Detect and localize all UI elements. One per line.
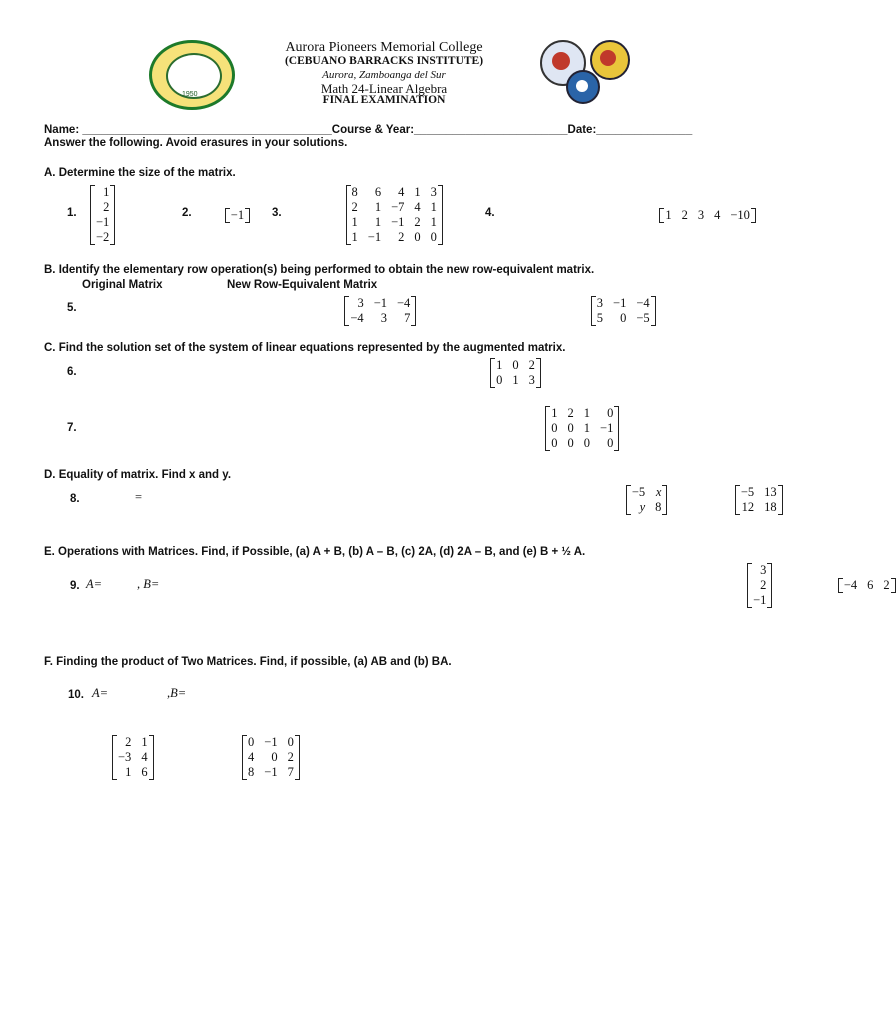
matrix-entry: 1 [430,200,437,214]
matrix-entry: −3 [118,750,132,764]
section-d-heading: D. Equality of matrix. Find x and y. [44,469,232,481]
matrix-entry: 1 [351,215,358,229]
matrix-entry: x [655,485,662,499]
matrix-entry: 6 [374,185,382,199]
section-a-heading: A. Determine the size of the matrix. [44,167,236,179]
item-number: 2. [182,207,192,219]
matrix-entry: 2 [287,750,294,764]
matrix-entry: −1 [264,735,278,749]
matrix-5-original [344,296,416,326]
matrix-entry: 13 [764,485,777,499]
matrix-entry: 3 [380,311,387,325]
matrix-entry: 0 [496,373,503,387]
matrix-entry: y [639,500,646,514]
matrix-entry: −1 [391,215,405,229]
matrix-entry: 2 [760,578,767,592]
matrix-entry: −1 [230,208,245,222]
item-number: 4. [485,207,495,219]
matrix-entry: −1 [96,215,110,229]
exam-title: FINAL EXAMINATION [322,94,446,106]
matrix-entry: −5 [631,485,646,499]
matrix-1 [90,185,115,245]
matrix-entry: 4 [414,200,421,214]
matrix-entry: 2 [103,200,110,214]
matrix-entry: 1 [430,215,437,229]
matrix-9-b [838,578,896,593]
matrix-entry: 0 [271,750,278,764]
matrix-entry: 2 [567,406,574,420]
matrix-entry: 8 [351,185,358,199]
matrix-entry: 8 [248,765,255,779]
matrix-entry: 4 [248,750,255,764]
matrix-entry: 1 [665,208,672,222]
original-matrix-label: Original Matrix [82,279,163,291]
matrix-8-left [626,485,668,515]
matrix-entry: 2 [414,215,421,229]
item-number: 6. [67,366,77,378]
equals-sign: = [135,490,143,504]
matrix-entry: 1 [125,765,132,779]
matrix-entry: 2 [528,358,535,372]
student-info-line[interactable]: Name: _______________________________________Course & Year:________________________Date:_______________ [44,124,693,136]
matrix-5-new [591,296,656,326]
matrix-b-label: ,B= [167,686,187,700]
matrix-entry: −1 [373,296,387,310]
matrix-entry: 0 [620,311,627,325]
matrix-entry: −4 [636,296,650,310]
matrix-entry: 12 [741,500,755,514]
matrix-entry: 2 [681,208,688,222]
matrix-3 [346,185,443,245]
matrix-entry: −4 [843,578,858,592]
matrix-entry: 0 [607,436,614,450]
matrix-entry: 0 [287,735,294,749]
matrix-entry: 3 [596,296,604,310]
matrix-entry: 0 [551,436,558,450]
matrix-entry: 0 [430,230,437,244]
item-number: 1. [67,207,77,219]
item-number: 10. [68,689,84,701]
matrix-entry: 1 [103,185,110,199]
matrix-entry: −5 [636,311,650,325]
instructions: Answer the following. Avoid erasures in your solutions. [44,137,348,149]
matrix-8-right [735,485,783,515]
matrix-entry: 1 [496,358,503,372]
matrix-entry: 1 [551,406,558,420]
matrix-entry: −1 [753,593,767,607]
matrix-2 [225,208,250,223]
matrix-entry: 0 [607,406,614,420]
matrix-entry: 0 [414,230,421,244]
matrix-entry: 1 [583,421,591,435]
matrix-entry: 3 [697,208,705,222]
matrix-entry: 7 [287,765,294,779]
matrix-entry: 8 [655,500,662,514]
matrix-entry: 2 [351,200,358,214]
section-c-heading: C. Find the solution set of the system of linear equations represented by the augmented matrix. [44,342,566,354]
matrix-entry: 1 [512,373,519,387]
matrix-entry: 0 [248,735,255,749]
matrix-entry: 5 [596,311,604,325]
matrix-entry: 3 [528,373,535,387]
matrix-entry: 0 [567,421,574,435]
matrix-a-label: A= [86,577,103,591]
matrix-entry: 1 [374,215,382,229]
matrix-entry: 2 [883,578,890,592]
matrix-entry: 3 [760,563,767,577]
institute-name: (CEBUANO BARRACKS INSTITUTE) [284,55,484,67]
matrix-7 [545,406,619,451]
new-matrix-label: New Row-Equivalent Matrix [227,279,378,291]
matrix-entry: 3 [357,296,364,310]
matrix-entry: −2 [96,230,110,244]
section-b-heading: B. Identify the elementary row operation(s) being performed to obtain the new row-equivalent matrix. [44,264,595,276]
matrix-entry: −5 [740,485,755,499]
matrix-entry: 7 [404,311,411,325]
matrix-entry: −1 [264,765,278,779]
location: Aurora, Zamboanga del Sur [322,69,446,81]
item-number: 3. [272,207,282,219]
matrix-entry: −1 [367,230,382,244]
matrix-entry: 18 [764,500,777,514]
matrix-entry: 4 [714,208,721,222]
matrix-4 [659,208,756,223]
matrix-entry: 2 [125,735,132,749]
matrix-entry: 1 [351,230,358,244]
matrix-entry: 0 [512,358,519,372]
matrix-entry: 3 [430,185,437,199]
course-title: Math 24-Linear Algebra [320,81,448,96]
college-name: Aurora Pioneers Memorial College [285,40,483,55]
matrix-entry: 1 [583,406,591,420]
matrix-entry: 4 [141,750,148,764]
matrix-entry: 0 [583,436,591,450]
matrix-entry: 6 [141,765,148,779]
matrix-10-a [112,735,154,780]
item-number: 7. [67,422,77,434]
matrix-entry: 0 [567,436,574,450]
section-f-heading: F. Finding the product of Two Matrices. Find, if possible, (a) AB and (b) BA. [44,656,452,668]
matrix-entry: −1 [600,421,614,435]
logo-year: 1950 [182,91,198,98]
item-number: 9. [70,580,80,592]
matrix-entry: 6 [867,578,874,592]
matrix-entry: −1 [613,296,627,310]
matrix-entry: 0 [551,421,558,435]
matrix-b-label: , B= [137,577,160,591]
matrix-9-a [747,563,772,608]
matrix-a-label: A= [92,686,109,700]
matrix-entry: 4 [398,185,405,199]
matrix-10-b [242,735,300,780]
matrix-entry: 1 [414,185,421,199]
item-number: 8. [70,493,80,505]
matrix-entry: −4 [350,311,364,325]
matrix-entry: −7 [391,200,405,214]
item-number: 5. [67,302,77,314]
section-e-heading: E. Operations with Matrices. Find, if Possible, (a) A + B, (b) A – B, (c) 2A, (d) 2A – B, and (e) B + ½ A. [44,546,586,558]
matrix-entry: 1 [141,735,148,749]
matrix-entry: −4 [397,296,411,310]
matrix-entry: −10 [730,208,750,222]
matrix-entry: 2 [398,230,405,244]
matrix-entry: 1 [374,200,382,214]
matrix-6 [490,358,541,388]
